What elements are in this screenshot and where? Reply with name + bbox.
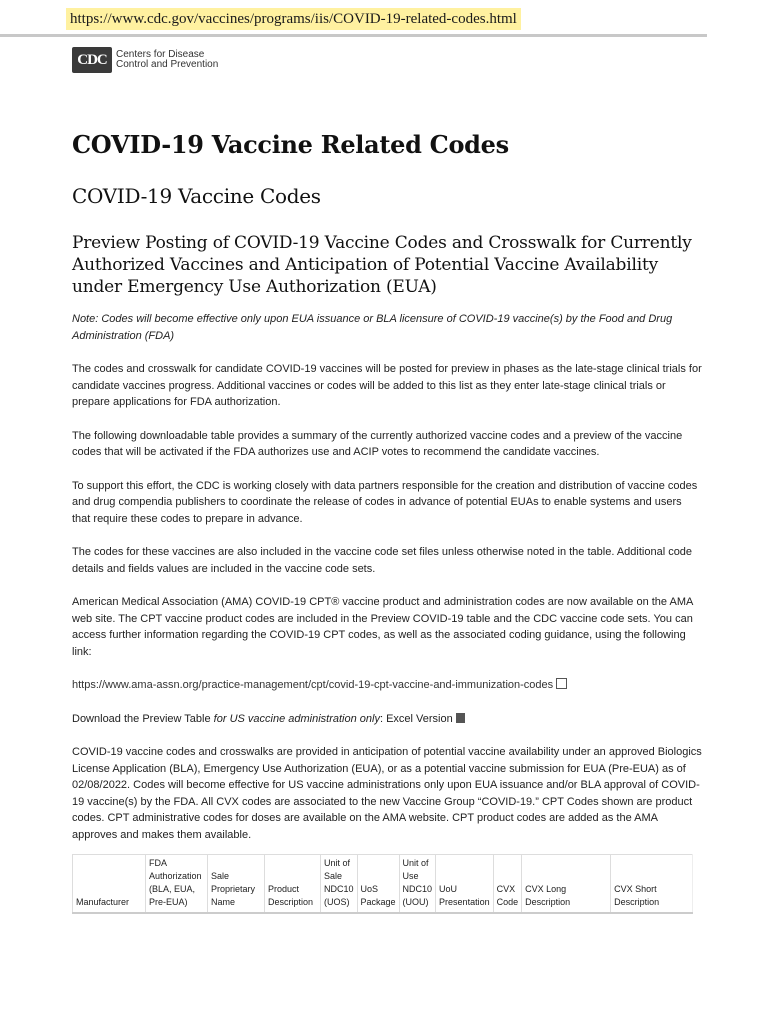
header-unit-of-use-ndc10: Unit of Use NDC10 (UOU): [399, 855, 436, 914]
excel-file-icon: [456, 713, 465, 723]
ama-link-line: [72, 677, 702, 694]
vaccine-codes-table-wrapper: [72, 854, 700, 914]
header-manufacturer: Manufacturer: [73, 855, 146, 914]
external-link-icon: [556, 678, 567, 689]
paragraph-ama-cpt: American Medical Association (AMA) COVID-19 CPT® vaccine product and administration codes are now available on the AMA web site. The CPT vaccine product codes are included in the Preview COVID-19 table and the CDC vaccine code sets. You can access further information regarding the COVID-19 CPT codes, as well as the associated coding guidance, using the following link:: [72, 596, 693, 658]
header-unit-of-sale-ndc10: Unit of Sale NDC10 (UOS): [321, 855, 358, 914]
paragraph-downloadable-table: The following downloadable table provides a summary of the currently authorized vaccine codes and a preview of the vaccine codes that will be activated if the FDA authorizes use and ACIP votes to recommend the candidate vaccines.: [72, 429, 683, 458]
paragraph-code-set-files: The codes for these vaccines are also included in the vaccine code set files unless otherwise noted in the table. Additional code details and fields values are included in the vaccine code sets.: [72, 546, 693, 575]
logo-line-2: Control and Prevention: [116, 59, 219, 70]
page-subtitle: COVID-19 Vaccine Codes: [72, 184, 321, 208]
vaccine-codes-table: [72, 854, 693, 914]
header-uos-package: UoS Package: [357, 855, 399, 914]
table-header-row: [73, 855, 693, 914]
page-title: COVID-19 Vaccine Related Codes: [72, 130, 509, 159]
page-url[interactable]: https://www.cdc.gov/vaccines/programs/iis/COVID-19-related-codes.html: [66, 8, 521, 30]
logo-line-1: Centers for Disease: [116, 49, 205, 60]
header-uou-presentation: UoU Presentation: [436, 855, 494, 914]
paragraph-data-partners: To support this effort, the CDC is working closely with data partners responsible for the creation and distribution of vaccine codes and drug compendia publishers to coordinate the release of codes in advance of potential EUAs to enable systems and users that require these codes to prepare in advance.: [72, 479, 698, 525]
header-product-description: Product Description: [265, 855, 321, 914]
excel-version-link[interactable]: Excel Version: [386, 712, 453, 725]
download-prefix: Download the Preview Table: [72, 712, 214, 725]
header-cvx-long-description: CVX Long Description: [522, 855, 611, 914]
header-sale-proprietary-name: Sale Proprietary Name: [208, 855, 265, 914]
cdc-logo-mark: CDC: [72, 47, 112, 73]
header-cvx-code: CVX Code: [493, 855, 522, 914]
ama-link[interactable]: https://www.ama-assn.org/practice-management/cpt/covid-19-cpt-vaccine-and-immunization-codes: [72, 679, 554, 691]
paragraph-preview-phases: The codes and crosswalk for candidate COVID-19 vaccines will be posted for preview in phases as the late-stage clinical trials for candidate vaccines progress. Additional vaccines or codes will be added to this list as they enter late-stage clinical trials or prepare applications for FDA authorization.: [72, 363, 702, 408]
download-line: [72, 711, 702, 728]
browser-address-bar: [0, 6, 707, 37]
cdc-logo-text: [116, 50, 226, 70]
header-fda-authorization: FDA Authorization (BLA, EUA, Pre-EUA): [146, 855, 208, 914]
paragraph-crosswalk-info: COVID-19 vaccine codes and crosswalks are provided in anticipation of potential vaccine availability under an approved Biologics License Application (BLA), Emergency Use Authorization (EUA), or as a potential vaccine submission for EUA (Pre-EUA) as of 02/08/2022. Codes will become effective for US vaccine administrations only upon EUA issuance and/or BLA approval of COVID-19 vaccine(s) by the FDA. All CVX codes are associated to the new Vaccine Group “COVID-19.” CPT Codes shown are product codes. CPT administrative codes for doses are available on the AMA website. CPT product codes are added as the AMA approves and makes them available.: [72, 746, 702, 841]
cdc-logo[interactable]: [72, 46, 226, 74]
download-italic: for US vaccine administration only: [213, 712, 380, 725]
main-content: [72, 311, 702, 860]
section-heading: Preview Posting of COVID-19 Vaccine Codes and Crosswalk for Currently Authorized Vaccines and Anticipation of Potential Vaccine Availability under Emergency Use Authorization (EUA): [72, 233, 692, 297]
header-cvx-short-description: CVX Short Description: [611, 855, 693, 914]
effective-note: Note: Codes will become effective only upon EUA issuance or BLA licensure of COVID-19 vaccine(s) by the Food and Drug Administration (FDA): [72, 313, 673, 342]
download-colon: :: [379, 712, 387, 725]
